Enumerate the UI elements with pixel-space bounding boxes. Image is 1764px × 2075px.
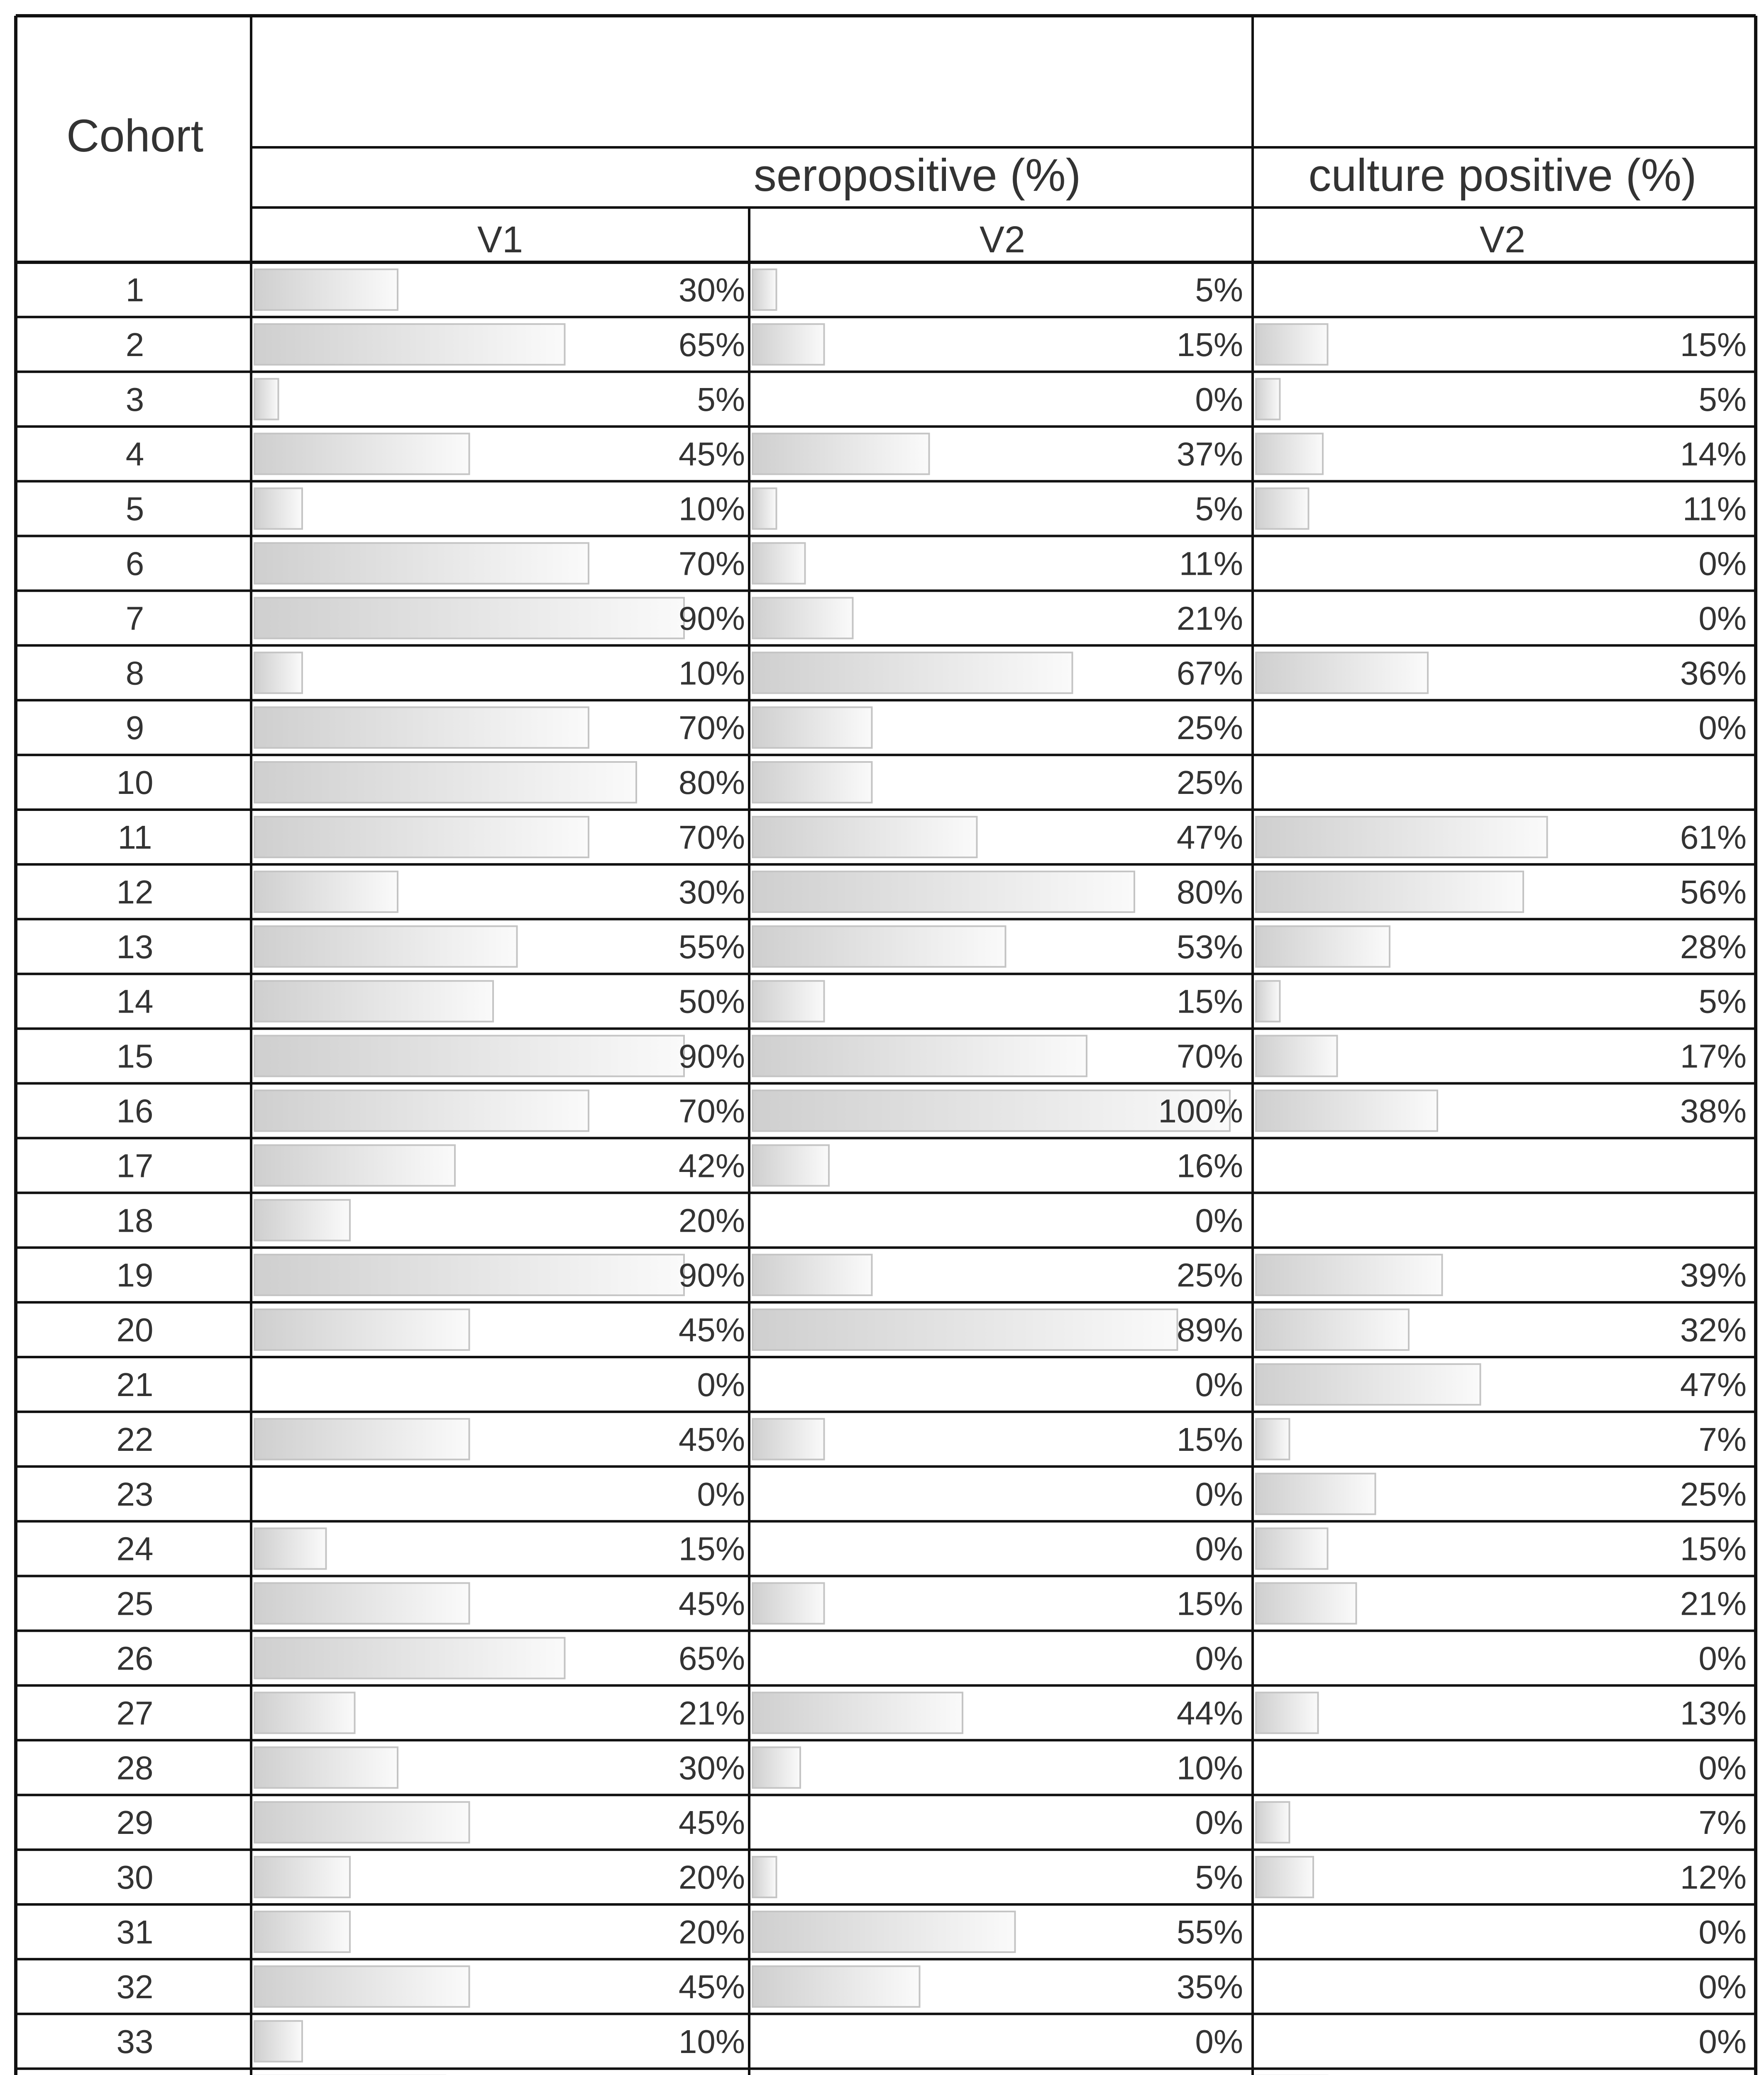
bar-sero-v2 [753, 598, 853, 638]
bar-sero-v1 [254, 652, 302, 693]
cohort-label: 7 [125, 600, 144, 637]
value-label-sero-v2: 5% [1195, 1859, 1243, 1896]
bar-culture-v2 [1256, 1528, 1328, 1569]
bar-sero-v2 [753, 488, 777, 529]
value-label-culture-v2: 21% [1680, 1585, 1747, 1622]
value-label-culture-v2: 5% [1698, 381, 1747, 418]
value-label-sero-v1: 30% [678, 1749, 745, 1787]
bar-sero-v1 [254, 762, 636, 803]
value-label-sero-v2: 0% [1195, 381, 1243, 418]
bar-sero-v1 [254, 1802, 469, 1843]
value-label-sero-v2: 0% [1195, 1530, 1243, 1567]
bar-sero-v1 [254, 1090, 589, 1131]
value-label-sero-v2: 15% [1176, 983, 1243, 1020]
bar-sero-v1 [254, 1528, 326, 1569]
bar-sero-v2 [753, 1255, 872, 1295]
cohort-label: 3 [125, 381, 144, 418]
bar-sero-v1 [254, 1255, 684, 1295]
value-label-sero-v1: 80% [678, 764, 745, 801]
value-label-sero-v2: 11% [1179, 545, 1243, 582]
value-label-sero-v2: 25% [1176, 764, 1243, 801]
bar-sero-v1 [254, 1145, 455, 1186]
value-label-sero-v2: 25% [1176, 709, 1243, 747]
bar-sero-v2 [753, 981, 824, 1022]
value-label-culture-v2: 36% [1680, 654, 1747, 692]
cohort-label: 29 [116, 1804, 154, 1841]
value-label-sero-v2: 5% [1195, 490, 1243, 527]
bar-sero-v1 [254, 1966, 469, 2007]
seropositive-group-header: seropositive (%) [753, 150, 1081, 201]
bar-culture-v2 [1256, 1255, 1442, 1295]
value-label-sero-v2: 37% [1176, 435, 1243, 473]
bar-culture-v2 [1256, 1583, 1356, 1624]
value-label-sero-v2: 47% [1176, 818, 1243, 856]
bar-culture-v2 [1256, 434, 1323, 474]
value-label-culture-v2: 0% [1698, 1968, 1747, 2005]
bar-sero-v2 [753, 1857, 777, 1897]
value-label-sero-v1: 20% [678, 1913, 745, 1950]
value-label-sero-v2: 67% [1176, 654, 1243, 692]
cohort-label: 14 [116, 983, 154, 1020]
cohort-label: 31 [116, 1913, 154, 1950]
value-label-sero-v1: 70% [678, 818, 745, 856]
value-label-culture-v2: 0% [1698, 1640, 1747, 1677]
value-label-culture-v2: 15% [1680, 326, 1747, 363]
bar-sero-v2 [753, 707, 872, 748]
bar-culture-v2 [1256, 652, 1428, 693]
value-label-sero-v1: 70% [678, 545, 745, 582]
cohort-label: 4 [125, 435, 144, 473]
value-label-sero-v2: 53% [1176, 928, 1243, 965]
bar-sero-v2 [753, 1747, 800, 1788]
bar-sero-v2 [753, 1419, 824, 1460]
bar-sero-v1 [254, 488, 302, 529]
value-label-sero-v1: 90% [678, 600, 745, 637]
value-label-sero-v1: 21% [678, 1694, 745, 1732]
bar-sero-v1 [254, 379, 279, 420]
cohort-label: 5 [125, 490, 144, 527]
value-label-sero-v2: 0% [1195, 2023, 1243, 2060]
bar-sero-v1 [254, 1583, 469, 1624]
value-label-culture-v2: 0% [1698, 1913, 1747, 1950]
table-row [117, 817, 1747, 857]
bar-culture-v2 [1256, 981, 1280, 1022]
cohort-label: 22 [116, 1421, 154, 1458]
cohort-label: 1 [125, 271, 144, 308]
value-label-sero-v2: 70% [1176, 1038, 1243, 1075]
value-label-sero-v1: 10% [678, 490, 745, 527]
value-label-sero-v1: 15% [678, 1530, 745, 1567]
subheader-v1: V1 [477, 219, 523, 261]
value-label-sero-v1: 20% [678, 1859, 745, 1896]
bar-sero-v2 [753, 1583, 824, 1624]
value-label-sero-v2: 0% [1195, 1202, 1243, 1239]
bar-sero-v1 [254, 817, 589, 857]
bar-sero-v1 [254, 1200, 350, 1240]
value-label-sero-v1: 42% [678, 1147, 745, 1184]
subheader-v2: V2 [979, 219, 1026, 261]
value-label-sero-v2: 0% [1195, 1366, 1243, 1403]
value-label-culture-v2: 47% [1680, 1366, 1747, 1403]
value-label-sero-v1: 10% [678, 2023, 745, 2060]
value-label-sero-v2: 10% [1176, 1749, 1243, 1787]
cohort-label: 33 [116, 2023, 154, 2060]
value-label-culture-v2: 7% [1698, 1804, 1747, 1841]
bar-sero-v2 [753, 1309, 1178, 1350]
bar-sero-v2 [753, 652, 1073, 693]
value-label-sero-v2: 100% [1158, 1092, 1243, 1130]
value-label-culture-v2: 32% [1680, 1311, 1747, 1349]
cohort-label: 8 [125, 654, 144, 692]
cohort-label: 12 [116, 873, 154, 911]
value-label-culture-v2: 38% [1680, 1092, 1747, 1130]
cohort-label: 20 [116, 1311, 154, 1349]
bar-sero-v1 [254, 1747, 398, 1788]
bar-culture-v2 [1256, 1692, 1318, 1733]
value-label-culture-v2: 5% [1698, 983, 1747, 1020]
bar-sero-v1 [254, 1692, 355, 1733]
value-label-sero-v1: 45% [678, 1421, 745, 1458]
bar-culture-v2 [1256, 379, 1280, 420]
cohort-header: Cohort [66, 110, 204, 161]
value-label-culture-v2: 25% [1680, 1475, 1747, 1513]
value-label-sero-v2: 5% [1195, 271, 1243, 308]
bar-sero-v1 [254, 1911, 350, 1952]
culture-positive-group-header: culture positive (%) [1308, 150, 1697, 201]
bar-sero-v1 [254, 981, 493, 1022]
value-label-sero-v1: 70% [678, 1092, 745, 1130]
bar-culture-v2 [1256, 1857, 1313, 1897]
bar-sero-v2 [753, 543, 805, 583]
value-label-sero-v2: 21% [1176, 600, 1243, 637]
bar-sero-v1 [254, 2021, 302, 2062]
bar-sero-v2 [753, 762, 872, 803]
bar-culture-v2 [1256, 817, 1547, 857]
cohort-label: 19 [116, 1257, 154, 1294]
cohort-label: 11 [117, 818, 152, 856]
value-label-sero-v1: 70% [678, 709, 745, 747]
cohort-label: 10 [116, 764, 154, 801]
value-label-sero-v1: 5% [697, 381, 745, 418]
value-label-sero-v2: 89% [1176, 1311, 1243, 1349]
value-label-culture-v2: 7% [1698, 1421, 1747, 1458]
cohort-label: 13 [116, 928, 154, 965]
bar-sero-v2 [753, 1692, 963, 1733]
bar-culture-v2 [1256, 926, 1390, 967]
cohort-label: 15 [116, 1038, 154, 1075]
value-label-culture-v2: 61% [1680, 818, 1747, 856]
value-label-sero-v2: 44% [1176, 1694, 1243, 1732]
value-label-sero-v2: 15% [1176, 1421, 1243, 1458]
value-label-culture-v2: 0% [1698, 545, 1747, 582]
value-label-sero-v1: 0% [697, 1366, 745, 1403]
bar-sero-v1 [254, 1036, 684, 1077]
value-label-culture-v2: 14% [1680, 435, 1747, 473]
value-label-culture-v2: 28% [1680, 928, 1747, 965]
value-label-sero-v1: 45% [678, 1804, 745, 1841]
cohort-label: 28 [116, 1749, 154, 1787]
table-row [117, 872, 1747, 912]
cohort-label: 16 [116, 1092, 154, 1130]
bar-sero-v2 [753, 817, 977, 857]
value-label-sero-v2: 35% [1176, 1968, 1243, 2005]
bar-sero-v1 [254, 324, 565, 365]
cohort-label: 6 [125, 545, 144, 582]
bar-sero-v2 [753, 434, 929, 474]
value-label-sero-v1: 90% [678, 1038, 745, 1075]
bar-sero-v1 [254, 543, 589, 583]
value-label-sero-v1: 45% [678, 435, 745, 473]
cohort-label: 23 [116, 1475, 154, 1513]
value-label-culture-v2: 17% [1680, 1038, 1747, 1075]
cohort-label: 26 [116, 1640, 154, 1677]
bar-culture-v2 [1256, 872, 1523, 912]
cohort-label: 30 [116, 1859, 154, 1896]
value-label-sero-v1: 0% [697, 1475, 745, 1513]
cohort-label: 27 [116, 1694, 154, 1732]
cohort-label: 17 [116, 1147, 154, 1184]
value-label-sero-v1: 50% [678, 983, 745, 1020]
value-label-culture-v2: 0% [1698, 709, 1747, 747]
value-label-sero-v1: 10% [678, 654, 745, 692]
value-label-sero-v2: 16% [1176, 1147, 1243, 1184]
bar-sero-v1 [254, 872, 398, 912]
value-label-sero-v2: 15% [1176, 326, 1243, 363]
bar-culture-v2 [1256, 324, 1328, 365]
value-label-sero-v1: 45% [678, 1311, 745, 1349]
value-label-sero-v2: 80% [1176, 873, 1243, 911]
value-label-sero-v1: 30% [678, 873, 745, 911]
value-label-sero-v1: 20% [678, 1202, 745, 1239]
value-label-culture-v2: 39% [1680, 1257, 1747, 1294]
bar-sero-v1 [254, 1638, 565, 1678]
value-label-sero-v1: 90% [678, 1257, 745, 1294]
bar-sero-v1 [254, 926, 517, 967]
value-label-sero-v2: 0% [1195, 1804, 1243, 1841]
bar-sero-v2 [753, 1966, 920, 2007]
bar-sero-v2 [753, 324, 824, 365]
bar-culture-v2 [1256, 1309, 1409, 1350]
value-label-culture-v2: 11% [1682, 490, 1747, 527]
subheader-culture-v2: V2 [1479, 219, 1526, 261]
cohort-label: 24 [116, 1530, 154, 1567]
bar-culture-v2 [1256, 1802, 1290, 1843]
cohort-label: 21 [116, 1366, 154, 1403]
bar-sero-v1 [254, 269, 398, 310]
bar-sero-v1 [254, 1419, 469, 1460]
bar-sero-v1 [254, 1309, 469, 1350]
value-label-sero-v2: 0% [1195, 1640, 1243, 1677]
bar-sero-v1 [254, 1857, 350, 1897]
bar-culture-v2 [1256, 1364, 1481, 1405]
cohort-label: 25 [116, 1585, 154, 1622]
bar-sero-v2 [753, 1911, 1015, 1952]
bar-sero-v2 [753, 269, 777, 310]
value-label-sero-v1: 45% [678, 1968, 745, 2005]
cohort-label: 32 [116, 1968, 154, 2005]
value-label-culture-v2: 0% [1698, 2023, 1747, 2060]
bar-culture-v2 [1256, 488, 1309, 529]
cohort-label: 18 [116, 1202, 154, 1239]
value-label-culture-v2: 0% [1698, 1749, 1747, 1787]
bar-sero-v1 [254, 598, 684, 638]
value-label-sero-v1: 55% [678, 928, 745, 965]
bar-culture-v2 [1256, 1474, 1376, 1514]
bar-sero-v2 [753, 872, 1134, 912]
value-label-sero-v1: 65% [678, 1640, 745, 1677]
bar-sero-v1 [254, 707, 589, 748]
value-label-culture-v2: 15% [1680, 1530, 1747, 1567]
bar-sero-v2 [753, 926, 1006, 967]
value-label-sero-v1: 65% [678, 326, 745, 363]
bar-culture-v2 [1256, 1419, 1290, 1460]
value-label-culture-v2: 13% [1680, 1694, 1747, 1732]
value-label-sero-v2: 0% [1195, 1475, 1243, 1513]
value-label-sero-v1: 45% [678, 1585, 745, 1622]
bar-culture-v2 [1256, 1090, 1437, 1131]
value-label-culture-v2: 12% [1680, 1859, 1747, 1896]
value-label-sero-v2: 15% [1176, 1585, 1243, 1622]
bar-sero-v1 [254, 434, 469, 474]
value-label-sero-v2: 55% [1176, 1913, 1243, 1950]
cohort-label: 2 [125, 326, 144, 363]
bar-sero-v2 [753, 1036, 1087, 1077]
value-label-culture-v2: 56% [1680, 873, 1747, 911]
bar-culture-v2 [1256, 1036, 1337, 1077]
value-label-sero-v1: 30% [678, 271, 745, 308]
bar-sero-v2 [753, 1145, 829, 1186]
cohort-label: 9 [125, 709, 144, 747]
value-label-sero-v2: 25% [1176, 1257, 1243, 1294]
value-label-culture-v2: 0% [1698, 600, 1747, 637]
